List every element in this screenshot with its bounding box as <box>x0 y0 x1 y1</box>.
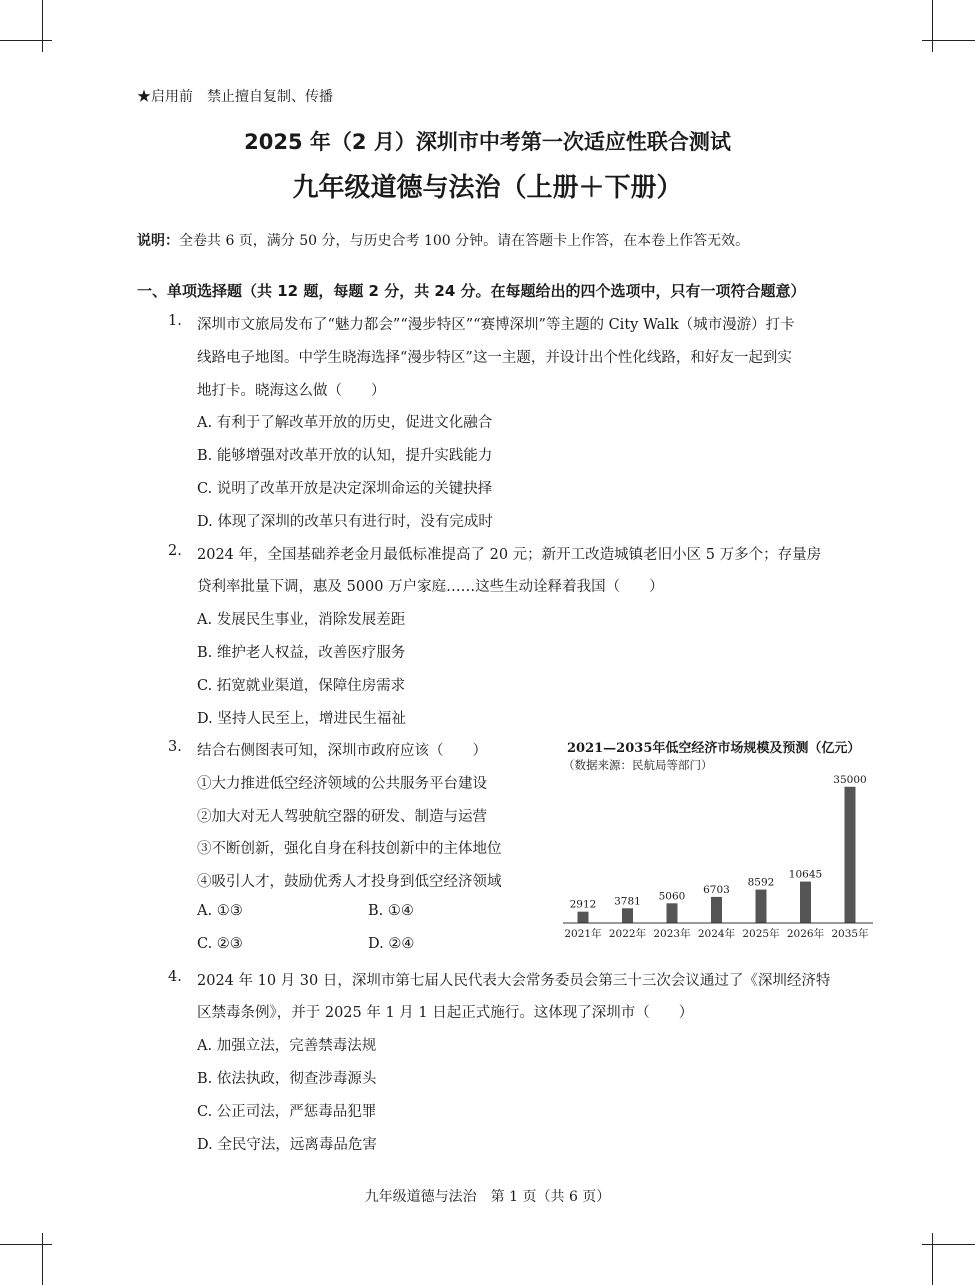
chart-source: （数据来源：民航局等部门） <box>563 758 713 772</box>
crop-mark <box>932 1233 933 1285</box>
answer-option: A. 发展民生事业，消除发展差距 <box>197 612 406 628</box>
chart-value-label: 3781 <box>614 895 641 908</box>
question-number: 2. <box>168 543 182 559</box>
chart-tick-label: 2025年 <box>742 928 780 940</box>
instructions-text: 全卷共 6 页，满分 50 分，与历史合考 100 分钟。请在答题卡上作答，在本卷上作答无效。 <box>179 233 750 249</box>
chart-bar <box>800 882 811 923</box>
answer-option: D. 坚持人民至上，增进民生福祉 <box>197 711 406 727</box>
answer-option: B. 能够增强对改革开放的认知，提升实践能力 <box>197 448 493 464</box>
exam-title: 2025 年（2 月）深圳市中考第一次适应性联合测试 <box>244 130 731 154</box>
answer-option: D. 全民守法，远离毒品危害 <box>197 1137 377 1153</box>
question-text: 区禁毒条例》，并于 2025 年 1 月 1 日起正式施行。这体现了深圳市（ ） <box>197 1005 694 1021</box>
chart-bar <box>667 903 678 923</box>
question-text: 深圳市文旅局发布了“魅力都会”“漫步特区”“赛博深圳”等主题的 City Walk（城市漫游）打卡 <box>197 317 795 333</box>
chart-tick-label: 2026年 <box>786 928 825 940</box>
chart-title: 2021—2035年低空经济市场规模及预测（亿元） <box>567 741 861 756</box>
chart-value-label: 2912 <box>569 898 597 911</box>
chart-tick-label: 2035年 <box>831 928 869 940</box>
crop-mark <box>0 40 52 41</box>
answer-option: C. ②③ <box>197 936 243 952</box>
question-text: 地打卡。晓海这么做（ ） <box>197 383 386 399</box>
crop-mark <box>932 0 933 52</box>
crop-mark <box>922 40 975 41</box>
chart-value-label: 35000 <box>833 773 867 786</box>
chart-bar <box>578 912 589 923</box>
statement-item: ①大力推进低空经济领域的公共服务平台建设 <box>197 776 487 792</box>
chart-bar <box>845 787 856 923</box>
statement-item: ③不断创新，强化自身在科技创新中的主体地位 <box>197 841 502 857</box>
statement-item: ②加大对无人驾驶航空器的研发、制造与运营 <box>197 809 487 825</box>
answer-option: B. 依法执政，彻查涉毒源头 <box>197 1071 377 1087</box>
instructions <box>137 230 749 250</box>
confidential-note: ★启用前 禁止擅自复制、传播 <box>137 89 333 105</box>
answer-option: A. 加强立法，完善禁毒法规 <box>197 1038 377 1054</box>
statement-item: ④吸引人才，鼓励优秀人才投身到低空经济领域 <box>197 874 502 890</box>
chart-tick-label: 2023年 <box>653 928 691 940</box>
instructions-label: 说明： <box>137 233 179 249</box>
low-altitude-economy-chart <box>555 735 885 950</box>
answer-option: C. 拓宽就业渠道，保障住房需求 <box>197 678 406 694</box>
chart-value-label: 8592 <box>747 876 775 889</box>
answer-option: A. 有利于了解改革开放的历史，促进文化融合 <box>197 415 493 431</box>
crop-mark <box>922 1244 975 1245</box>
chart-tick-label: 2022年 <box>608 928 647 940</box>
answer-option: C. 公正司法，严惩毒品犯罪 <box>197 1104 377 1120</box>
question-text: 线路电子地图。中学生晓海选择“漫步特区”这一主题，并设计出个性化线路，和好友一起到实 <box>197 350 792 366</box>
chart-value-label: 6703 <box>703 883 730 896</box>
chart-value-label: 5060 <box>658 890 686 903</box>
section-title: 一、单项选择题（共 12 题，每题 2 分，共 24 分。在每题给出的四个选项中，只有一项符合题意） <box>137 282 806 300</box>
crop-mark <box>42 0 43 52</box>
question-text: 2024 年，全国基础养老金月最低标准提高了 20 元；新开工改造城镇老旧小区 5 万多个；存量房 <box>197 547 822 563</box>
question-number: 4. <box>168 969 182 985</box>
crop-mark <box>42 1233 43 1285</box>
answer-option: B. ①④ <box>368 903 414 919</box>
answer-option: B. 维护老人权益，改善医疗服务 <box>197 645 406 661</box>
question-text: 结合右侧图表可知，深圳市政府应该（ ） <box>197 743 487 759</box>
chart-tick-label: 2024年 <box>697 928 736 940</box>
question-number: 1. <box>168 313 182 329</box>
answer-option: A. ①③ <box>197 903 243 919</box>
question-number: 3. <box>168 739 182 755</box>
chart-bar <box>622 908 633 923</box>
chart-tick-label: 2021年 <box>564 928 602 940</box>
crop-mark <box>0 1244 52 1245</box>
chart-value-label: 10645 <box>788 868 823 881</box>
page-footer: 九年级道德与法治 第 1 页（共 6 页） <box>364 1189 611 1205</box>
exam-subtitle: 九年级道德与法治（上册＋下册） <box>292 173 683 203</box>
question-text: 贷利率批量下调，惠及 5000 万户家庭……这些生动诠释着我国（ ） <box>197 579 664 595</box>
answer-option: C. 说明了改革开放是决定深圳命运的关键抉择 <box>197 481 493 497</box>
answer-option: D. ②④ <box>368 936 415 952</box>
answer-option: D. 体现了深圳的改革只有进行时，没有完成时 <box>197 514 493 530</box>
question-text: 2024 年 10 月 30 日，深圳市第七届人民代表大会常务委员会第三十三次会议通过了《深圳经济特 <box>197 973 831 989</box>
chart-bar <box>756 890 767 923</box>
chart-bar <box>711 897 722 923</box>
